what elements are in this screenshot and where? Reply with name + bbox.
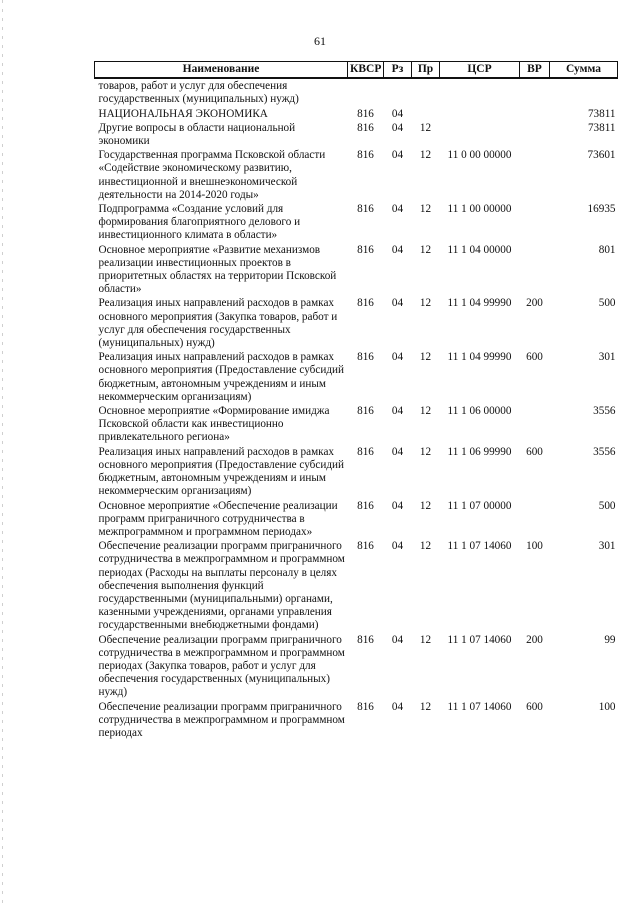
- cell-csr: [440, 107, 520, 121]
- cell-name: Основное мероприятие «Формирование имиджа Псковской области как инвестиционно привлекательного региона»: [98, 405, 330, 444]
- cell-kvsr: 816: [357, 540, 374, 553]
- scan-edge: [2, 0, 3, 905]
- cell-vr: [520, 243, 550, 297]
- cell-vr: [520, 121, 550, 148]
- cell-pr: 12: [419, 499, 432, 512]
- cell-name: Подпрограмма «Создание условий для формирования благоприятного делового и инвестиционного климата в области»: [98, 203, 301, 242]
- cell-csr: [440, 121, 520, 148]
- cell-csr: 11 1 06 00000: [447, 405, 512, 418]
- cell-pr: 12: [419, 121, 432, 134]
- cell-vr: 200: [526, 297, 543, 310]
- cell-vr: 600: [526, 351, 543, 364]
- table-row: [95, 243, 618, 297]
- cell-name: Основное мероприятие «Развитие механизмов реализации инвестиционных проектов в приоритетных областях на территории Псковской области»: [98, 243, 337, 296]
- cell-sum: 301: [598, 540, 616, 553]
- cell-kvsr: 816: [357, 351, 374, 364]
- cell-pr: [412, 107, 440, 121]
- cell-kvsr: 816: [357, 633, 374, 646]
- cell-name: Реализация иных направлений расходов в рамках основного мероприятия (Предоставление субсидий бюджетным, автономным учреждениям и иным некоммерческим организациям): [98, 445, 344, 498]
- cell-sum: 99: [604, 633, 616, 646]
- table-row: [95, 202, 618, 243]
- cell-csr: 11 1 04 99990: [447, 351, 512, 364]
- cell-sum: 500: [598, 499, 616, 512]
- cell-pr: 12: [419, 243, 432, 256]
- cell-sum: 3556: [593, 445, 616, 458]
- cell-rz: 04: [391, 203, 404, 216]
- cell-name: Основное мероприятие «Обеспечение реализации программ приграничного сотрудничества в межпрограммном и программном периодах»: [98, 499, 338, 538]
- table-row: [95, 633, 618, 700]
- cell-kvsr: 816: [357, 405, 374, 418]
- table-body: [95, 78, 618, 740]
- cell-pr: 12: [419, 700, 432, 713]
- cell-vr: [520, 78, 550, 106]
- table-row: [95, 539, 618, 632]
- cell-csr: 11 1 07 14060: [447, 540, 512, 553]
- cell-rz: 04: [391, 121, 404, 134]
- cell-kvsr: 816: [357, 203, 374, 216]
- table-row: [95, 107, 618, 121]
- cell-name: Обеспечение реализации программ приграничного сотрудничества в межпрограммном и программном периодах: [98, 700, 345, 739]
- cell-csr: 11 1 06 99990: [447, 445, 512, 458]
- page-number: 61: [314, 34, 326, 48]
- cell-name: товаров, работ и услуг для обеспечения государственных (муниципальных) нужд): [98, 80, 299, 106]
- cell-rz: 04: [391, 107, 404, 120]
- cell-vr: [520, 202, 550, 243]
- cell-kvsr: 816: [357, 149, 374, 162]
- table-header-row: [95, 62, 618, 79]
- cell-rz: 04: [391, 445, 404, 458]
- cell-sum: 73811: [587, 121, 616, 134]
- cell-vr: 600: [526, 445, 543, 458]
- cell-name: Реализация иных направлений расходов в рамках основного мероприятия (Закупка товаров, работ и услуг для обеспечения государственных (муниципальных) нужд): [98, 297, 338, 350]
- table-row: [95, 121, 618, 148]
- cell-rz: 04: [391, 499, 404, 512]
- table-row: [95, 78, 618, 106]
- cell-rz: 04: [391, 700, 404, 713]
- cell-rz: 04: [391, 149, 404, 162]
- cell-vr: 200: [526, 633, 543, 646]
- cell-name: Другие вопросы в области национальной экономики: [98, 121, 296, 148]
- cell-name: Государственная программа Псковской области «Содействие экономическому развитию, инвестиционной и внешнеэкономической деятельности на 2014-2020 годы»: [98, 149, 326, 201]
- cell-pr: 12: [419, 351, 432, 364]
- table-row: [95, 148, 618, 202]
- cell-sum: 3556: [593, 405, 616, 418]
- header-vr: ВР: [520, 62, 550, 79]
- cell-sum: [550, 78, 618, 106]
- table-row: [95, 700, 618, 741]
- cell-rz: 04: [391, 405, 404, 418]
- header-csr: ЦСР: [440, 62, 520, 79]
- header-kvsr: КВСР: [348, 62, 384, 79]
- cell-kvsr: 816: [357, 499, 374, 512]
- cell-vr: 600: [526, 700, 543, 713]
- cell-csr: 11 1 04 99990: [447, 297, 512, 310]
- cell-vr: [520, 499, 550, 540]
- cell-pr: 12: [419, 540, 432, 553]
- cell-sum: 100: [598, 700, 616, 713]
- table-row: [95, 499, 618, 540]
- cell-kvsr: 816: [357, 700, 374, 713]
- cell-sum: 500: [598, 297, 616, 310]
- cell-csr: 11 0 00 00000: [447, 149, 512, 162]
- cell-vr: [520, 107, 550, 121]
- cell-csr: 11 1 07 14060: [447, 633, 512, 646]
- cell-sum: 301: [598, 351, 616, 364]
- cell-sum: 16935: [587, 203, 616, 216]
- cell-vr: [520, 148, 550, 202]
- cell-name: НАЦИОНАЛЬНАЯ ЭКОНОМИКА: [98, 107, 268, 120]
- cell-pr: 12: [419, 633, 432, 646]
- cell-rz: 04: [391, 351, 404, 364]
- cell-pr: 12: [419, 405, 432, 418]
- cell-pr: 12: [419, 445, 432, 458]
- budget-table: [94, 61, 618, 740]
- cell-rz: 04: [391, 297, 404, 310]
- cell-pr: [412, 78, 440, 106]
- table-row: [95, 404, 618, 445]
- cell-csr: [440, 78, 520, 106]
- header-sum: Сумма: [550, 62, 618, 79]
- cell-kvsr: 816: [357, 121, 374, 134]
- table-row: [95, 296, 618, 350]
- cell-csr: 11 1 07 14060: [447, 700, 512, 713]
- cell-pr: 12: [419, 203, 432, 216]
- cell-vr: [520, 404, 550, 445]
- cell-kvsr: 816: [357, 107, 374, 120]
- cell-csr: 11 1 04 00000: [447, 243, 512, 256]
- cell-name: Обеспечение реализации программ приграничного сотрудничества в межпрограммном и программном периодах (Расходы на выплаты персоналу в целях обеспечения выполнения функций государственными (муниципальными) органами, казенными учреждениями, органами управления государственными внебюджетными фондами): [98, 540, 345, 632]
- cell-rz: 04: [391, 243, 404, 256]
- cell-csr: 11 1 00 00000: [447, 203, 512, 216]
- header-name: Наименование: [95, 62, 348, 79]
- cell-rz: 04: [391, 633, 404, 646]
- cell-vr: 100: [526, 540, 543, 553]
- cell-csr: 11 1 07 00000: [447, 499, 512, 512]
- table-row: [95, 350, 618, 404]
- cell-kvsr: 816: [357, 297, 374, 310]
- cell-rz: 04: [391, 540, 404, 553]
- cell-kvsr: 816: [357, 243, 374, 256]
- header-rz: Рз: [384, 62, 412, 79]
- cell-name: Обеспечение реализации программ приграничного сотрудничества в межпрограммном и программном периодах (Закупка товаров, работ и услуг для обеспечения государственных (муниципальных) нужд): [98, 633, 345, 699]
- table-row: [95, 445, 618, 499]
- cell-sum: 73601: [587, 149, 616, 162]
- cell-name: Реализация иных направлений расходов в рамках основного мероприятия (Предоставление субсидий бюджетным, автономным учреждениям и иным некоммерческим организациям): [98, 351, 344, 403]
- cell-kvsr: [348, 78, 384, 106]
- cell-sum: 801: [598, 243, 616, 256]
- cell-kvsr: 816: [357, 445, 374, 458]
- cell-sum: 73811: [587, 107, 616, 120]
- header-pr: Пр: [412, 62, 440, 79]
- cell-pr: 12: [419, 149, 432, 162]
- cell-pr: 12: [419, 297, 432, 310]
- cell-rz: [384, 78, 412, 106]
